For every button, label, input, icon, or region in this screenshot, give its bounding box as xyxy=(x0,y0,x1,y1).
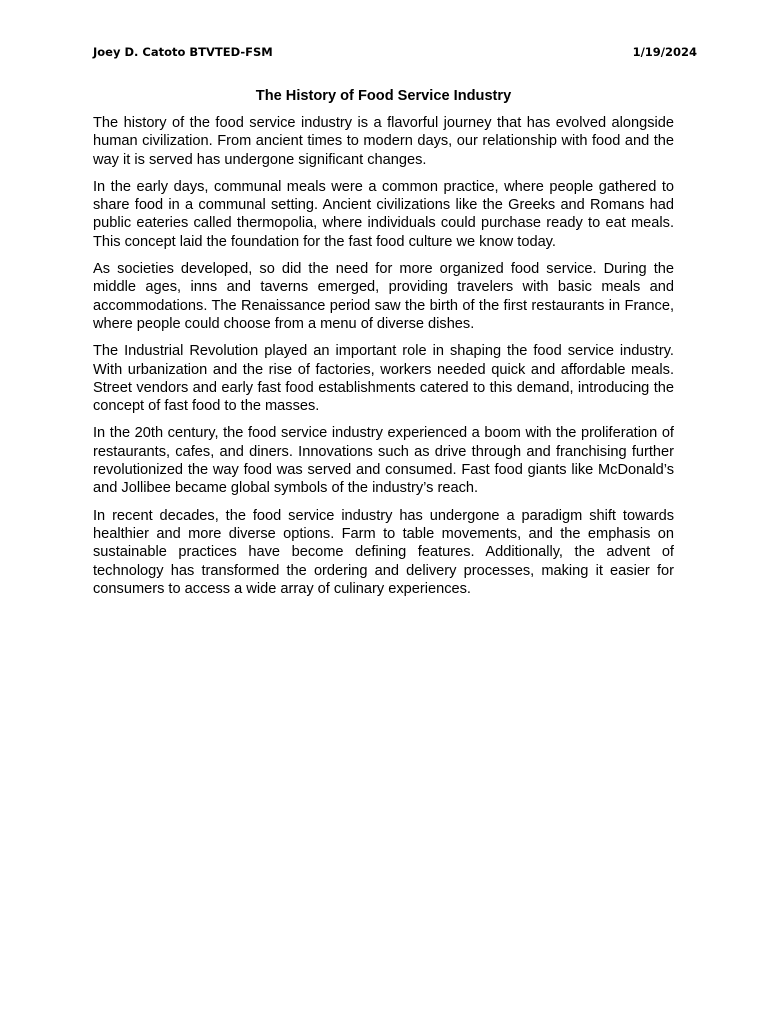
paragraph-5: In the 20th century, the food service industry experienced a boom with the proliferation of restaurants, cafes, and diners. Innovations such as drive through and franchising further revolutionized the way food was served and consumed. Fast food giants like McDonald’s and Jollibee became global symbols of the industry’s reach. xyxy=(93,425,674,497)
page-header xyxy=(93,44,697,60)
paragraph-6: In recent decades, the food service industry has undergone a paradigm shift towards healthier and more diverse options. Farm to table movements, and the emphasis on sustainable practices have become defining features. Additionally, the advent of technology has transformed the ordering and delivery processes, making it easier for consumers to access a wide array of culinary experiences. xyxy=(93,507,674,597)
paragraph-2: In the early days, communal meals were a common practice, where people gathered to share food in a communal setting. Ancient civilizations like the Greeks and Romans had public eateries called thermopolia, where individuals could purchase ready to eat meals. This concept laid the foundation for the fast food culture we know today. xyxy=(93,178,674,250)
paragraph-4: The Industrial Revolution played an important role in shaping the food service industry. With urbanization and the rise of factories, workers needed quick and affordable meals. Street vendors and early fast food establishments catered to this demand, introducing the concept of fast food to the masses. xyxy=(93,343,674,415)
paragraph-1: The history of the food service industry is a flavorful journey that has evolved alongside human civilization. From ancient times to modern days, our relationship with food and the way it is served has undergone significant changes. xyxy=(93,115,674,168)
author-line: Joey D. Catoto BTVTED-FSM xyxy=(93,45,273,59)
document-body xyxy=(93,114,674,607)
document-title: The History of Food Service Industry xyxy=(255,88,512,104)
paragraph-3: As societies developed, so did the need for more organized food service. During the middle ages, inns and taverns emerged, providing travelers with basic meals and accommodations. The Renaissance period saw the birth of the first restaurants in France, where people could choose from a menu of diverse dishes. xyxy=(93,261,674,332)
date-line: 1/19/2024 xyxy=(632,45,697,59)
